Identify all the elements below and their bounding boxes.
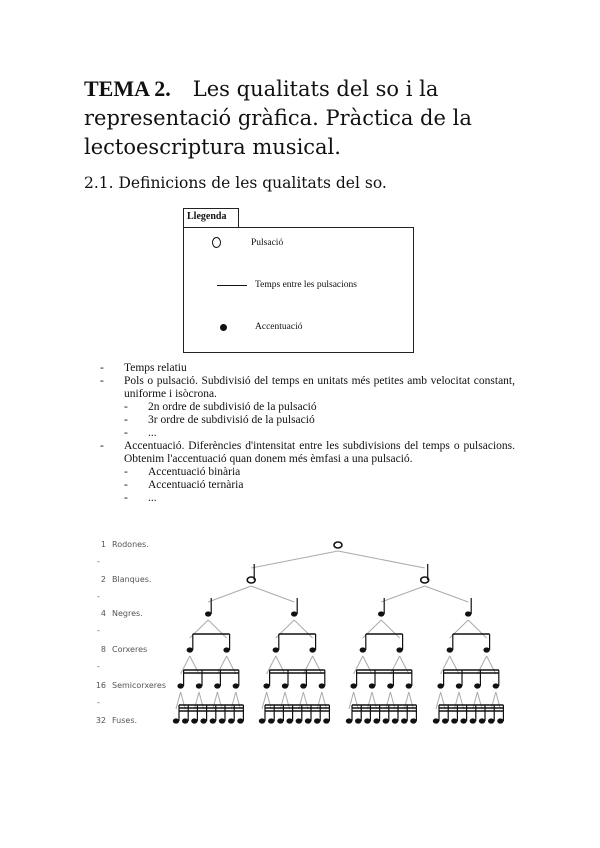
note-head xyxy=(177,683,183,688)
tree-branch xyxy=(176,692,181,709)
legend-label: Pulsació xyxy=(251,237,284,248)
bullet-list xyxy=(100,362,515,505)
note-head xyxy=(268,718,274,723)
note-head xyxy=(314,718,320,723)
note-head xyxy=(259,718,265,723)
tree-branch xyxy=(390,656,399,674)
tree-branch xyxy=(436,692,441,709)
note-head xyxy=(237,718,243,723)
note-head xyxy=(196,683,202,688)
note-head xyxy=(456,683,462,688)
note-head xyxy=(470,718,476,723)
list-item xyxy=(100,479,515,492)
bullet-dash: - xyxy=(100,362,104,374)
level-name: Negres. xyxy=(112,609,143,618)
note-head xyxy=(364,718,370,723)
note-head xyxy=(447,647,453,652)
tree-branch xyxy=(303,692,308,709)
level-count: 8 xyxy=(100,645,106,654)
note-head xyxy=(373,718,379,723)
note-head xyxy=(219,718,225,723)
tree-branch xyxy=(217,692,222,709)
note-head xyxy=(474,683,480,688)
level-separator: - xyxy=(97,557,100,566)
legend-box xyxy=(183,227,414,353)
tree-branch xyxy=(441,692,446,709)
note-head xyxy=(187,647,193,652)
list-item xyxy=(100,466,515,479)
level-count: 16 xyxy=(95,681,106,690)
note-head xyxy=(442,718,448,723)
tree-branch xyxy=(303,656,312,674)
tree-branch xyxy=(285,692,290,709)
legend-row xyxy=(220,322,302,332)
list-item-text: ... xyxy=(148,427,157,439)
level-separator: - xyxy=(97,626,100,635)
tree-branch xyxy=(181,692,186,709)
tree-branch xyxy=(390,692,395,709)
note-head xyxy=(309,647,315,652)
list-item xyxy=(100,362,515,375)
page-title xyxy=(84,74,524,162)
level-name: Semicorxeres xyxy=(112,681,166,690)
tree-branch xyxy=(473,692,478,709)
legend-row xyxy=(212,237,283,248)
note-head xyxy=(223,647,229,652)
note-head xyxy=(277,718,283,723)
tree-branch xyxy=(213,692,218,709)
note-head xyxy=(291,611,297,616)
tree-branch xyxy=(267,656,276,674)
level-name: Blanques. xyxy=(112,575,152,584)
note-head xyxy=(334,542,342,548)
bullet-dash: - xyxy=(124,401,128,413)
tree-branch xyxy=(367,692,372,709)
note-head xyxy=(451,718,457,723)
list-item-text: 2n ordre de subdivisió de la pulsació xyxy=(148,401,317,413)
list-item-text: Accentuació. Diferències d'intensitat entre les subdivisions del temps o pulsacions. Obtenim l'accentuació quan donem més èmfasi a una pulsació. xyxy=(124,440,515,465)
note-head xyxy=(300,683,306,688)
tree-branch xyxy=(251,551,338,568)
tree-branch xyxy=(208,586,251,602)
list-item xyxy=(100,492,515,505)
tree-branch xyxy=(251,586,294,602)
note-head xyxy=(263,683,269,688)
level-count: 2 xyxy=(100,575,106,584)
note-head xyxy=(346,718,352,723)
tree-branch xyxy=(194,692,199,709)
note-head xyxy=(210,718,216,723)
tree-branch xyxy=(231,692,236,709)
list-item xyxy=(100,427,515,440)
tree-branch xyxy=(468,620,486,638)
tree-branch xyxy=(400,656,409,674)
list-item xyxy=(100,401,515,414)
list-item xyxy=(100,440,515,466)
tree-branch xyxy=(381,586,425,602)
note-head xyxy=(437,683,443,688)
note-head xyxy=(200,718,206,723)
title-number: TEMA 2. xyxy=(84,76,171,101)
note-head xyxy=(483,647,489,652)
list-item-text: 3r ordre de subdivisió de la pulsació xyxy=(148,414,315,426)
tree-branch xyxy=(299,692,304,709)
bullet-dash: - xyxy=(124,427,128,439)
list-item xyxy=(100,375,515,401)
level-separator: - xyxy=(97,698,100,707)
tree-branch xyxy=(450,656,459,674)
note-head xyxy=(493,683,499,688)
section-heading: 2.1. Definicions de les qualitats del so. xyxy=(84,174,387,192)
note-head xyxy=(410,718,416,723)
tree-branch xyxy=(409,692,414,709)
tree-branch xyxy=(459,692,464,709)
bullet-dash: - xyxy=(124,414,128,426)
level-count: 1 xyxy=(100,540,106,549)
note-head xyxy=(228,718,234,723)
note-head xyxy=(286,718,292,723)
note-head xyxy=(387,683,393,688)
tree-branch xyxy=(487,656,496,674)
tree-branch xyxy=(381,620,399,638)
tree-branch xyxy=(208,620,226,638)
note-head xyxy=(433,718,439,723)
note-head xyxy=(296,718,302,723)
level-separator: - xyxy=(97,592,100,601)
note-head xyxy=(350,683,356,688)
title-text: Les qualitats del so i la representació gràfica. Pràctica de la lectoescriptura musical. xyxy=(84,77,472,159)
note-head xyxy=(465,611,471,616)
note-head xyxy=(479,718,485,723)
tree-branch xyxy=(477,692,482,709)
note-head xyxy=(392,718,398,723)
level-name: Fuses. xyxy=(112,716,138,725)
list-item-text: Pols o pulsació. Subdivisió del temps en unitats més petites amb velocitat constant, uniforme i isòcrona. xyxy=(124,375,515,400)
level-name: Corxeres xyxy=(112,645,148,654)
list-item-text: ... xyxy=(148,492,157,504)
tree-branch xyxy=(294,620,312,638)
list-item-text: Accentuació ternària xyxy=(148,479,244,491)
note-head xyxy=(383,718,389,723)
note-head xyxy=(369,683,375,688)
legend-label: Accentuació xyxy=(255,322,303,332)
tree-branch xyxy=(404,692,409,709)
tree-branch xyxy=(322,692,327,709)
note-head xyxy=(488,718,494,723)
note-head xyxy=(305,718,311,723)
level-count: 4 xyxy=(100,609,106,618)
line-icon xyxy=(217,285,247,286)
note-head xyxy=(214,683,220,688)
tree-branch xyxy=(262,692,267,709)
bullet-dash: - xyxy=(124,479,128,491)
tree-branch xyxy=(317,692,322,709)
note-head xyxy=(282,683,288,688)
note-head xyxy=(406,683,412,688)
tree-branch xyxy=(190,656,199,674)
legend-title: Llegenda xyxy=(183,208,239,227)
list-item-text: Accentuació binària xyxy=(148,466,241,478)
note-head xyxy=(360,647,366,652)
tree-branch xyxy=(280,692,285,709)
tree-branch xyxy=(181,656,190,674)
bullet-dash: - xyxy=(124,492,128,504)
level-count: 32 xyxy=(95,716,106,725)
note-head xyxy=(497,718,503,723)
tree-branch xyxy=(496,692,501,709)
bullet-dash: - xyxy=(124,466,128,478)
level-separator: - xyxy=(97,662,100,671)
legend-label: Temps entre les pulsacions xyxy=(255,280,357,290)
list-item-text: Temps relatiu xyxy=(124,362,187,374)
dot-icon xyxy=(220,324,227,331)
tree-branch xyxy=(227,656,236,674)
tree-branch xyxy=(267,692,272,709)
bullet-dash: - xyxy=(100,375,104,387)
note-head xyxy=(396,647,402,652)
legend-row xyxy=(217,280,357,290)
tree-branch xyxy=(441,656,450,674)
note-head xyxy=(273,647,279,652)
list-item xyxy=(100,414,515,427)
note-head xyxy=(460,718,466,723)
tree-branch xyxy=(425,586,469,602)
level-name: Rodones. xyxy=(112,540,149,549)
note-subdivision-tree xyxy=(0,530,600,740)
tree-branch xyxy=(276,656,285,674)
tree-branch xyxy=(454,692,459,709)
bullet-dash: - xyxy=(100,440,104,452)
tree-branch xyxy=(363,656,372,674)
circle-icon xyxy=(212,237,221,248)
note-head xyxy=(323,718,329,723)
tree-branch xyxy=(217,656,226,674)
note-head xyxy=(401,718,407,723)
tree-branch xyxy=(338,551,425,568)
tree-branch xyxy=(349,692,354,709)
note-head xyxy=(173,718,179,723)
tree-branch xyxy=(313,656,322,674)
tree-branch xyxy=(354,656,363,674)
tree-branch xyxy=(386,692,391,709)
tree-branch xyxy=(236,692,241,709)
note-head xyxy=(205,611,211,616)
tree-branch xyxy=(354,692,359,709)
tree-branch xyxy=(491,692,496,709)
tree-branch xyxy=(372,692,377,709)
note-head xyxy=(233,683,239,688)
tree-branch xyxy=(199,692,204,709)
note-head xyxy=(191,718,197,723)
note-head xyxy=(182,718,188,723)
tree-branch xyxy=(477,656,486,674)
note-head xyxy=(319,683,325,688)
note-head xyxy=(355,718,361,723)
note-head xyxy=(378,611,384,616)
